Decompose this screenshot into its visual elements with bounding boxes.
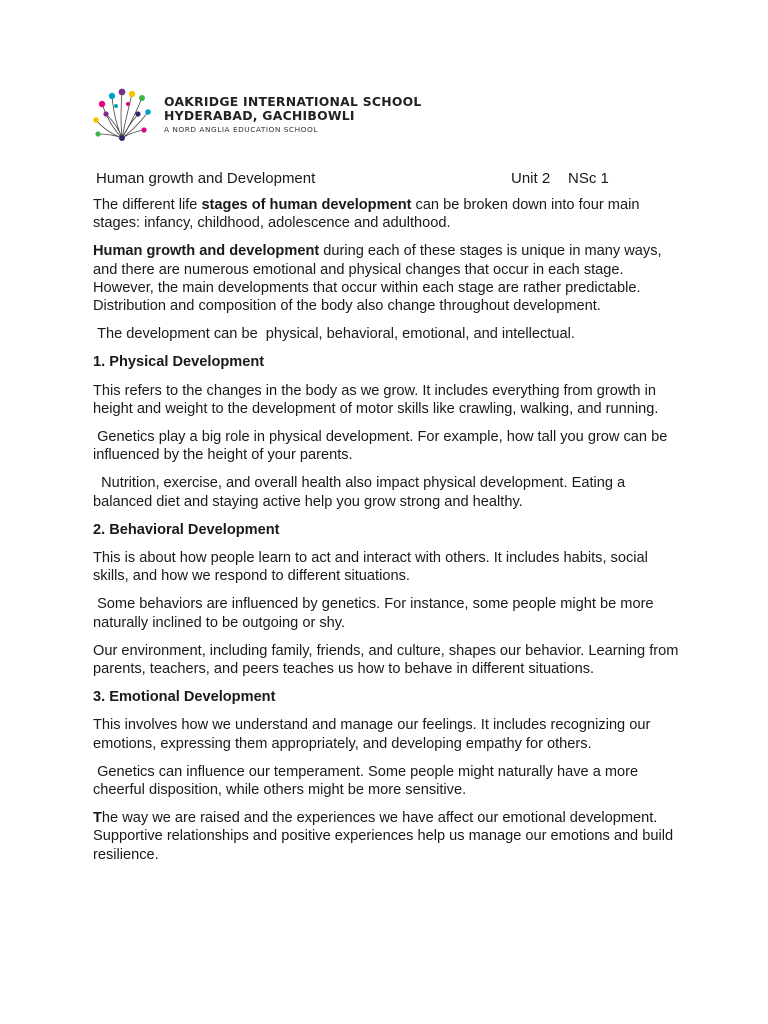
subject-title: Human growth and Development: [96, 170, 316, 187]
behavioral-paragraph-3: Our environment, including family, friends, and culture, shapes our behavior. Learning from parents, teachers, and peers teaches us how to behave in different situations.: [93, 642, 679, 678]
behavioral-paragraph-1: This is about how people learn to act and interact with others. It includes habits, social skills, and how we respond to different situations.: [93, 550, 648, 585]
physical-paragraph-1: This refers to the changes in the body as we grow. It includes everything from growth in height and weight to the development of motor skills like crawling, walking, and running.: [93, 382, 659, 417]
physical-paragraph-3: Nutrition, exercise, and overall health also impact physical development. Eating a balanced diet and staying active help you grow strong and healthy.: [93, 475, 630, 510]
school-name-line1: OAKRIDGE INTERNATIONAL SCHOOL: [164, 94, 422, 109]
bold-term: stages of human development: [201, 197, 412, 213]
text-run: The different life: [93, 197, 202, 213]
physical-paragraph-2: Genetics play a big role in physical development. For example, how tall you grow can be influenced by the height of your parents.: [93, 429, 672, 464]
text-run: can be broken down into four main stages: infancy, childhood, adolescence and adulthood.: [93, 197, 640, 232]
document-body: [93, 196, 683, 874]
dandelion-logo-icon: [92, 86, 154, 144]
intro-paragraph-3: The development can be physical, behavioral, emotional, and intellectual.: [93, 326, 575, 343]
document-title-row: [96, 169, 656, 189]
text-run: he way we are raised and the experiences we have affect our emotional development. Supportive relationships and positive experiences help us manage our emotions and build resilience.: [93, 810, 674, 863]
section-heading-behavioral: 2. Behavioral Development: [93, 521, 280, 538]
behavioral-paragraph-2: Some behaviors are influenced by genetics. For instance, some people might be more naturally inclined to be outgoing or shy.: [93, 596, 658, 631]
school-tagline: A NORD ANGLIA EDUCATION SCHOOL: [164, 125, 318, 134]
course-code: NSc 1: [568, 170, 609, 187]
school-name-line2: HYDERABAD, GACHIBOWLI: [164, 108, 355, 123]
emotional-paragraph-1: This involves how we understand and manage our feelings. It includes recognizing our emotions, expressing them appropriately, and developing empathy for others.: [93, 717, 651, 752]
bold-initial: T: [93, 810, 102, 827]
school-header: [92, 86, 432, 146]
unit-label: Unit 2: [511, 170, 551, 187]
emotional-paragraph-2: Genetics can influence our temperament. Some people might naturally have a more cheerful disposition, while others might be more sensitive.: [93, 763, 643, 799]
school-name-block: [164, 95, 422, 135]
section-heading-physical: 1. Physical Development: [93, 354, 265, 371]
intro-paragraph-1: [93, 196, 683, 232]
bold-term: Human growth and development: [93, 243, 320, 260]
section-heading-emotional: 3. Emotional Development: [93, 689, 276, 706]
text-run: during each of these stages is unique in many ways, and there are numerous emotional and physical changes that occur in each stage. However, the main developments that occur within each stage are rather predictable. Distribution and composition of the body also change throughout development.: [93, 243, 662, 315]
emotional-paragraph-3: [93, 809, 683, 864]
intro-paragraph-2: [93, 242, 683, 315]
